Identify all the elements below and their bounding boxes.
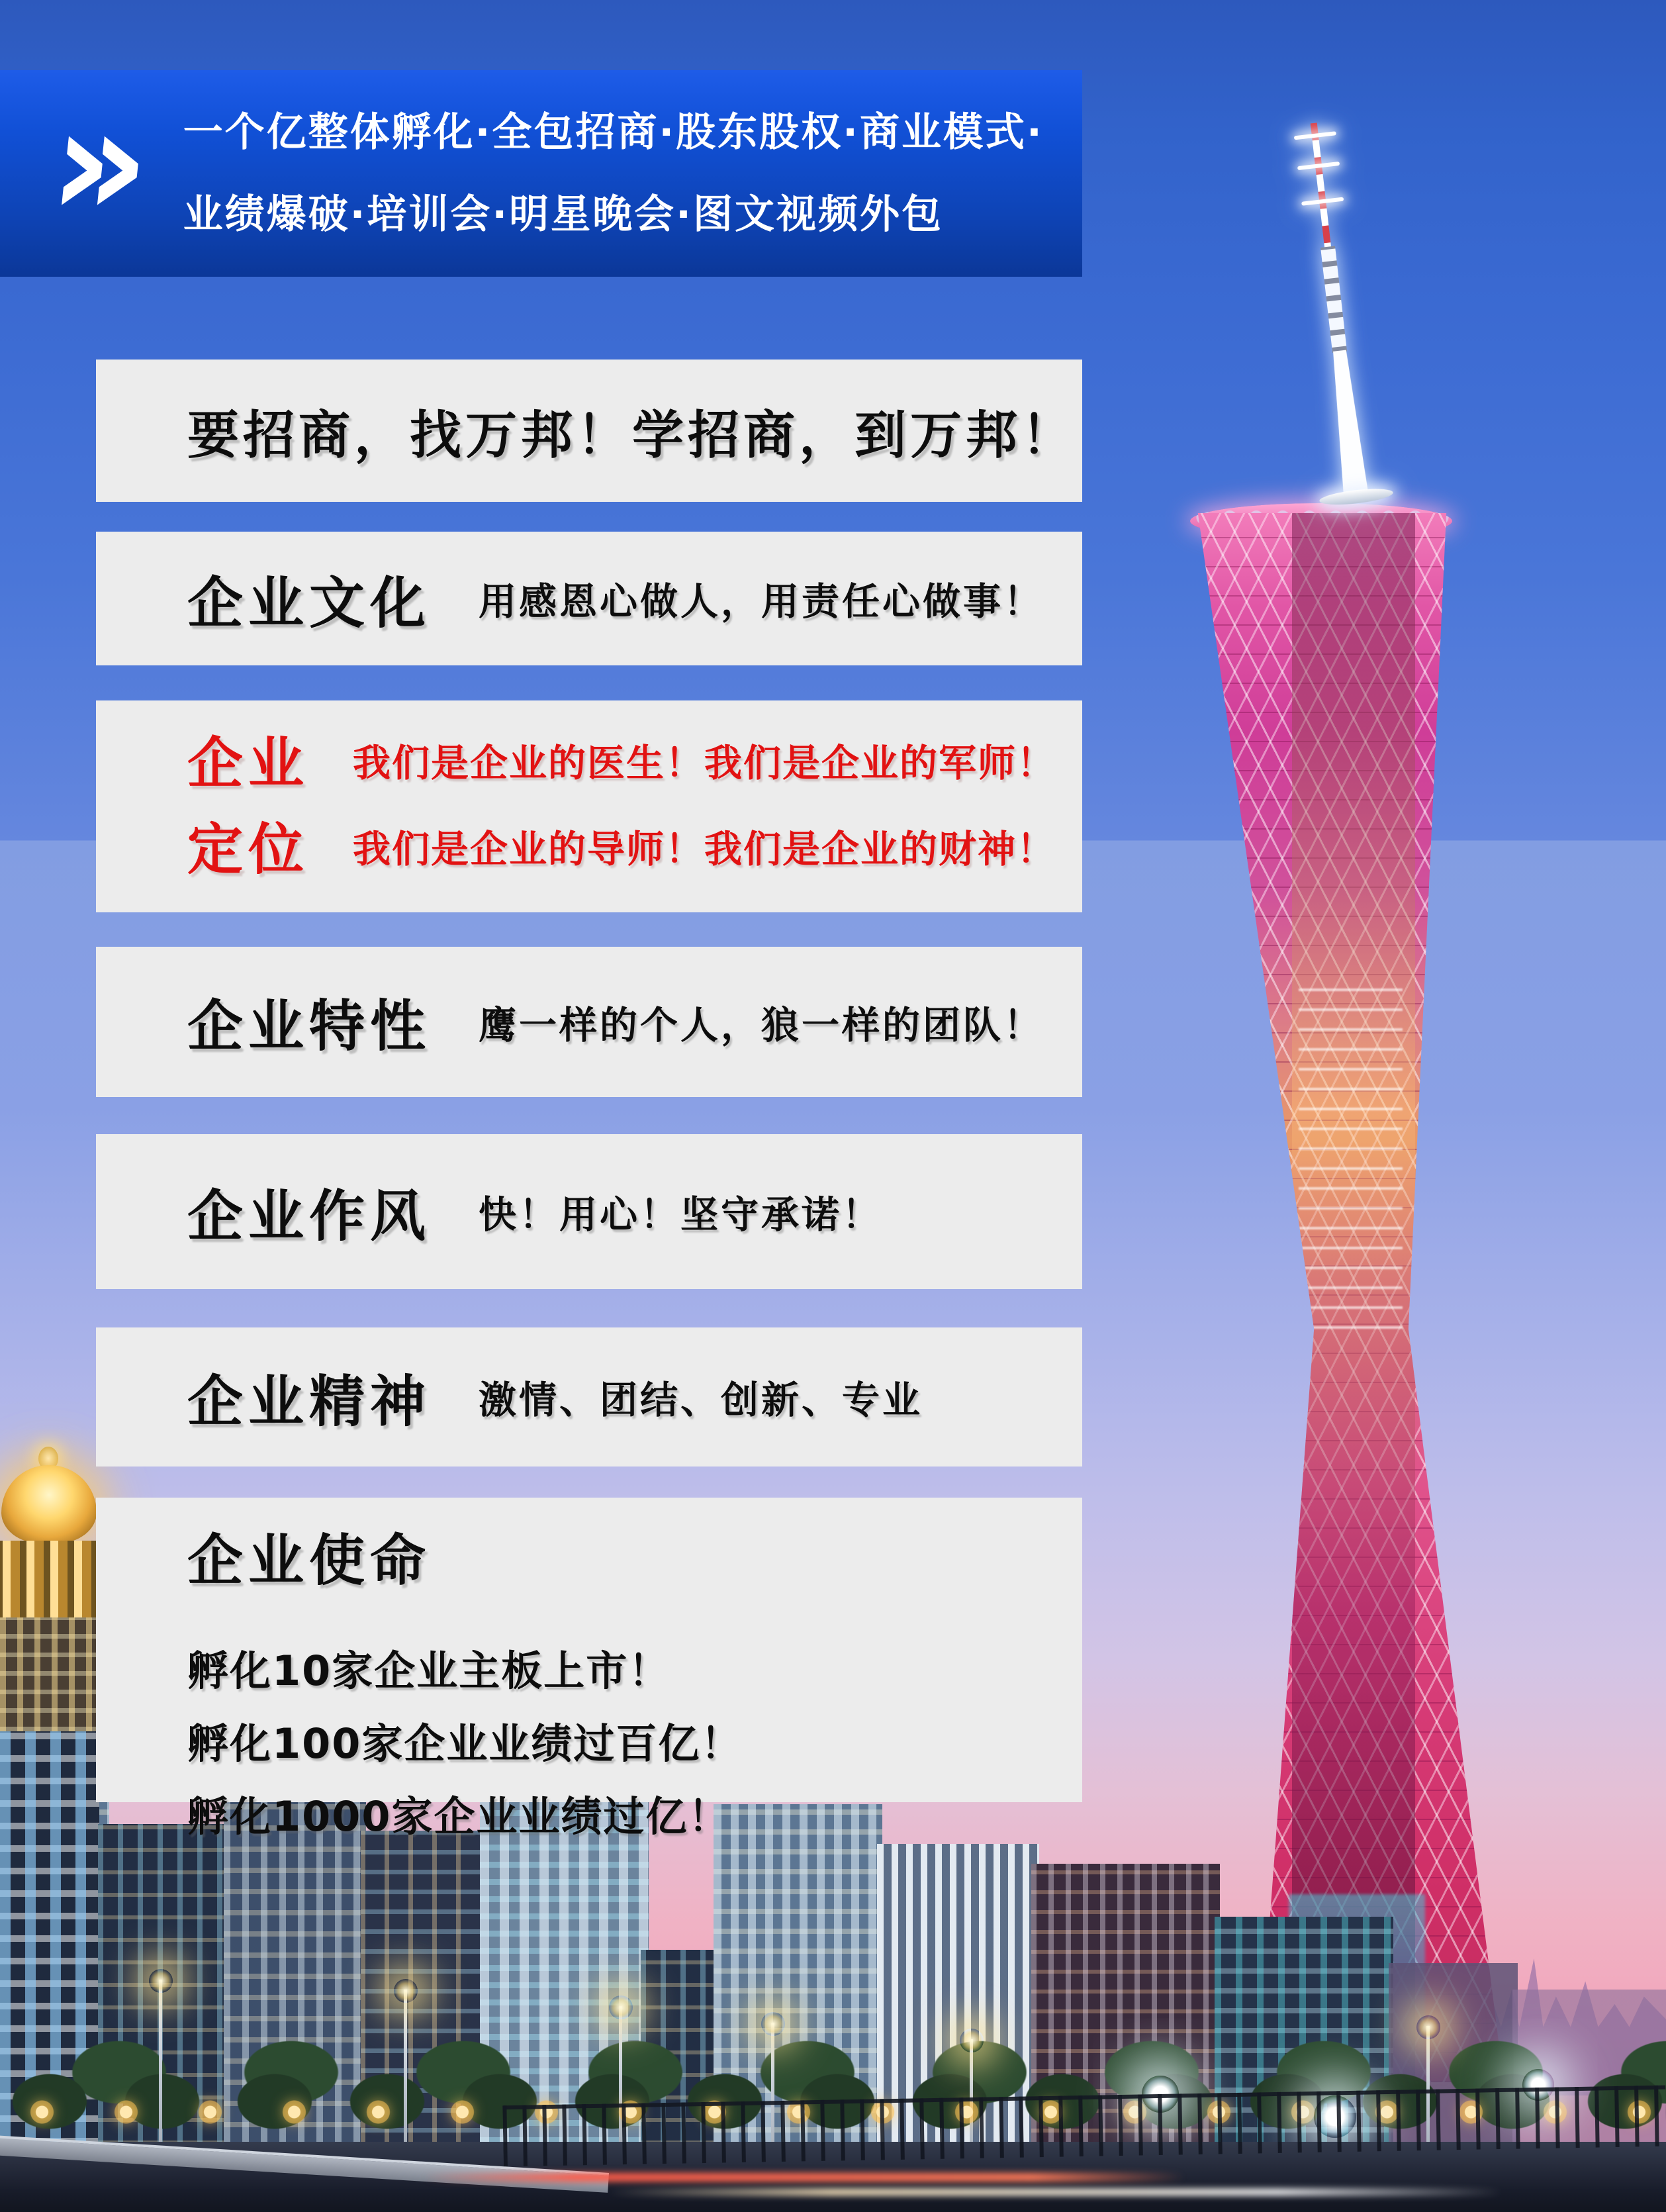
golden-dome [1,1465,97,1543]
positioning-title-line1: 企业 [187,731,310,796]
colonnade [0,1541,103,1619]
spirit-title: 企业精神 [187,1369,432,1434]
positioning-title [187,720,309,892]
slogan-box [96,360,1082,502]
car-light-trail [609,2189,1503,2195]
antenna-mast-base [1327,350,1369,501]
mission-line-1: 孵化10家企业主板上市！ [187,1647,671,1695]
positioning-line1: 我们是企业的医生！我们是企业的军师！ [353,742,1056,785]
double-chevron-icon: » [42,75,160,252]
character-subtitle: 鹰一样的个人，狼一样的团队！ [479,1003,1044,1047]
tower-lit-floors [1299,984,1403,1329]
culture-box [96,532,1082,665]
style-box [96,1134,1082,1289]
culture-title: 企业文化 [187,570,432,636]
positioning-lines [353,720,1056,892]
banner-line-1: 一个亿整体孵化·全包招商·股东股权·商业模式· [183,109,1044,156]
positioning-line2: 我们是企业的导师！我们是企业的财神！ [353,828,1056,871]
mission-box [96,1498,1082,1841]
spirit-subtitle: 激情、团结、创新、专业 [479,1378,923,1422]
antenna-striped-spire [1311,122,1331,248]
spirit-box [96,1327,1082,1467]
positioning-title-line2: 定位 [187,817,310,882]
mission-line-3: 孵化1000家企业业绩过亿！ [187,1792,731,1841]
positioning-box [96,700,1082,912]
character-title: 企业特性 [187,994,432,1059]
building [0,1617,99,1731]
antenna-mast [1320,246,1347,352]
slogan-text: 要招商，找万邦！学招商，到万邦！ [187,405,1078,465]
character-box [96,947,1082,1097]
mission-title: 企业使命 [187,1528,432,1593]
header-banner [0,70,1082,277]
style-title: 企业作风 [187,1183,432,1249]
style-subtitle: 快！用心！坚守承诺！ [479,1193,883,1237]
mission-line-2: 孵化100家企业业绩过百亿！ [187,1719,743,1768]
mission-lines [187,1635,1082,1853]
golden-dome-building [0,1447,103,1731]
banner-line-2: 业绩爆破·培训会·明星晚会·图文视频外包 [183,191,943,238]
culture-subtitle: 用感恩心做人，用责任心做事！ [479,580,1044,624]
banner-text [183,91,1044,256]
car-light-trail [424,2173,1185,2182]
